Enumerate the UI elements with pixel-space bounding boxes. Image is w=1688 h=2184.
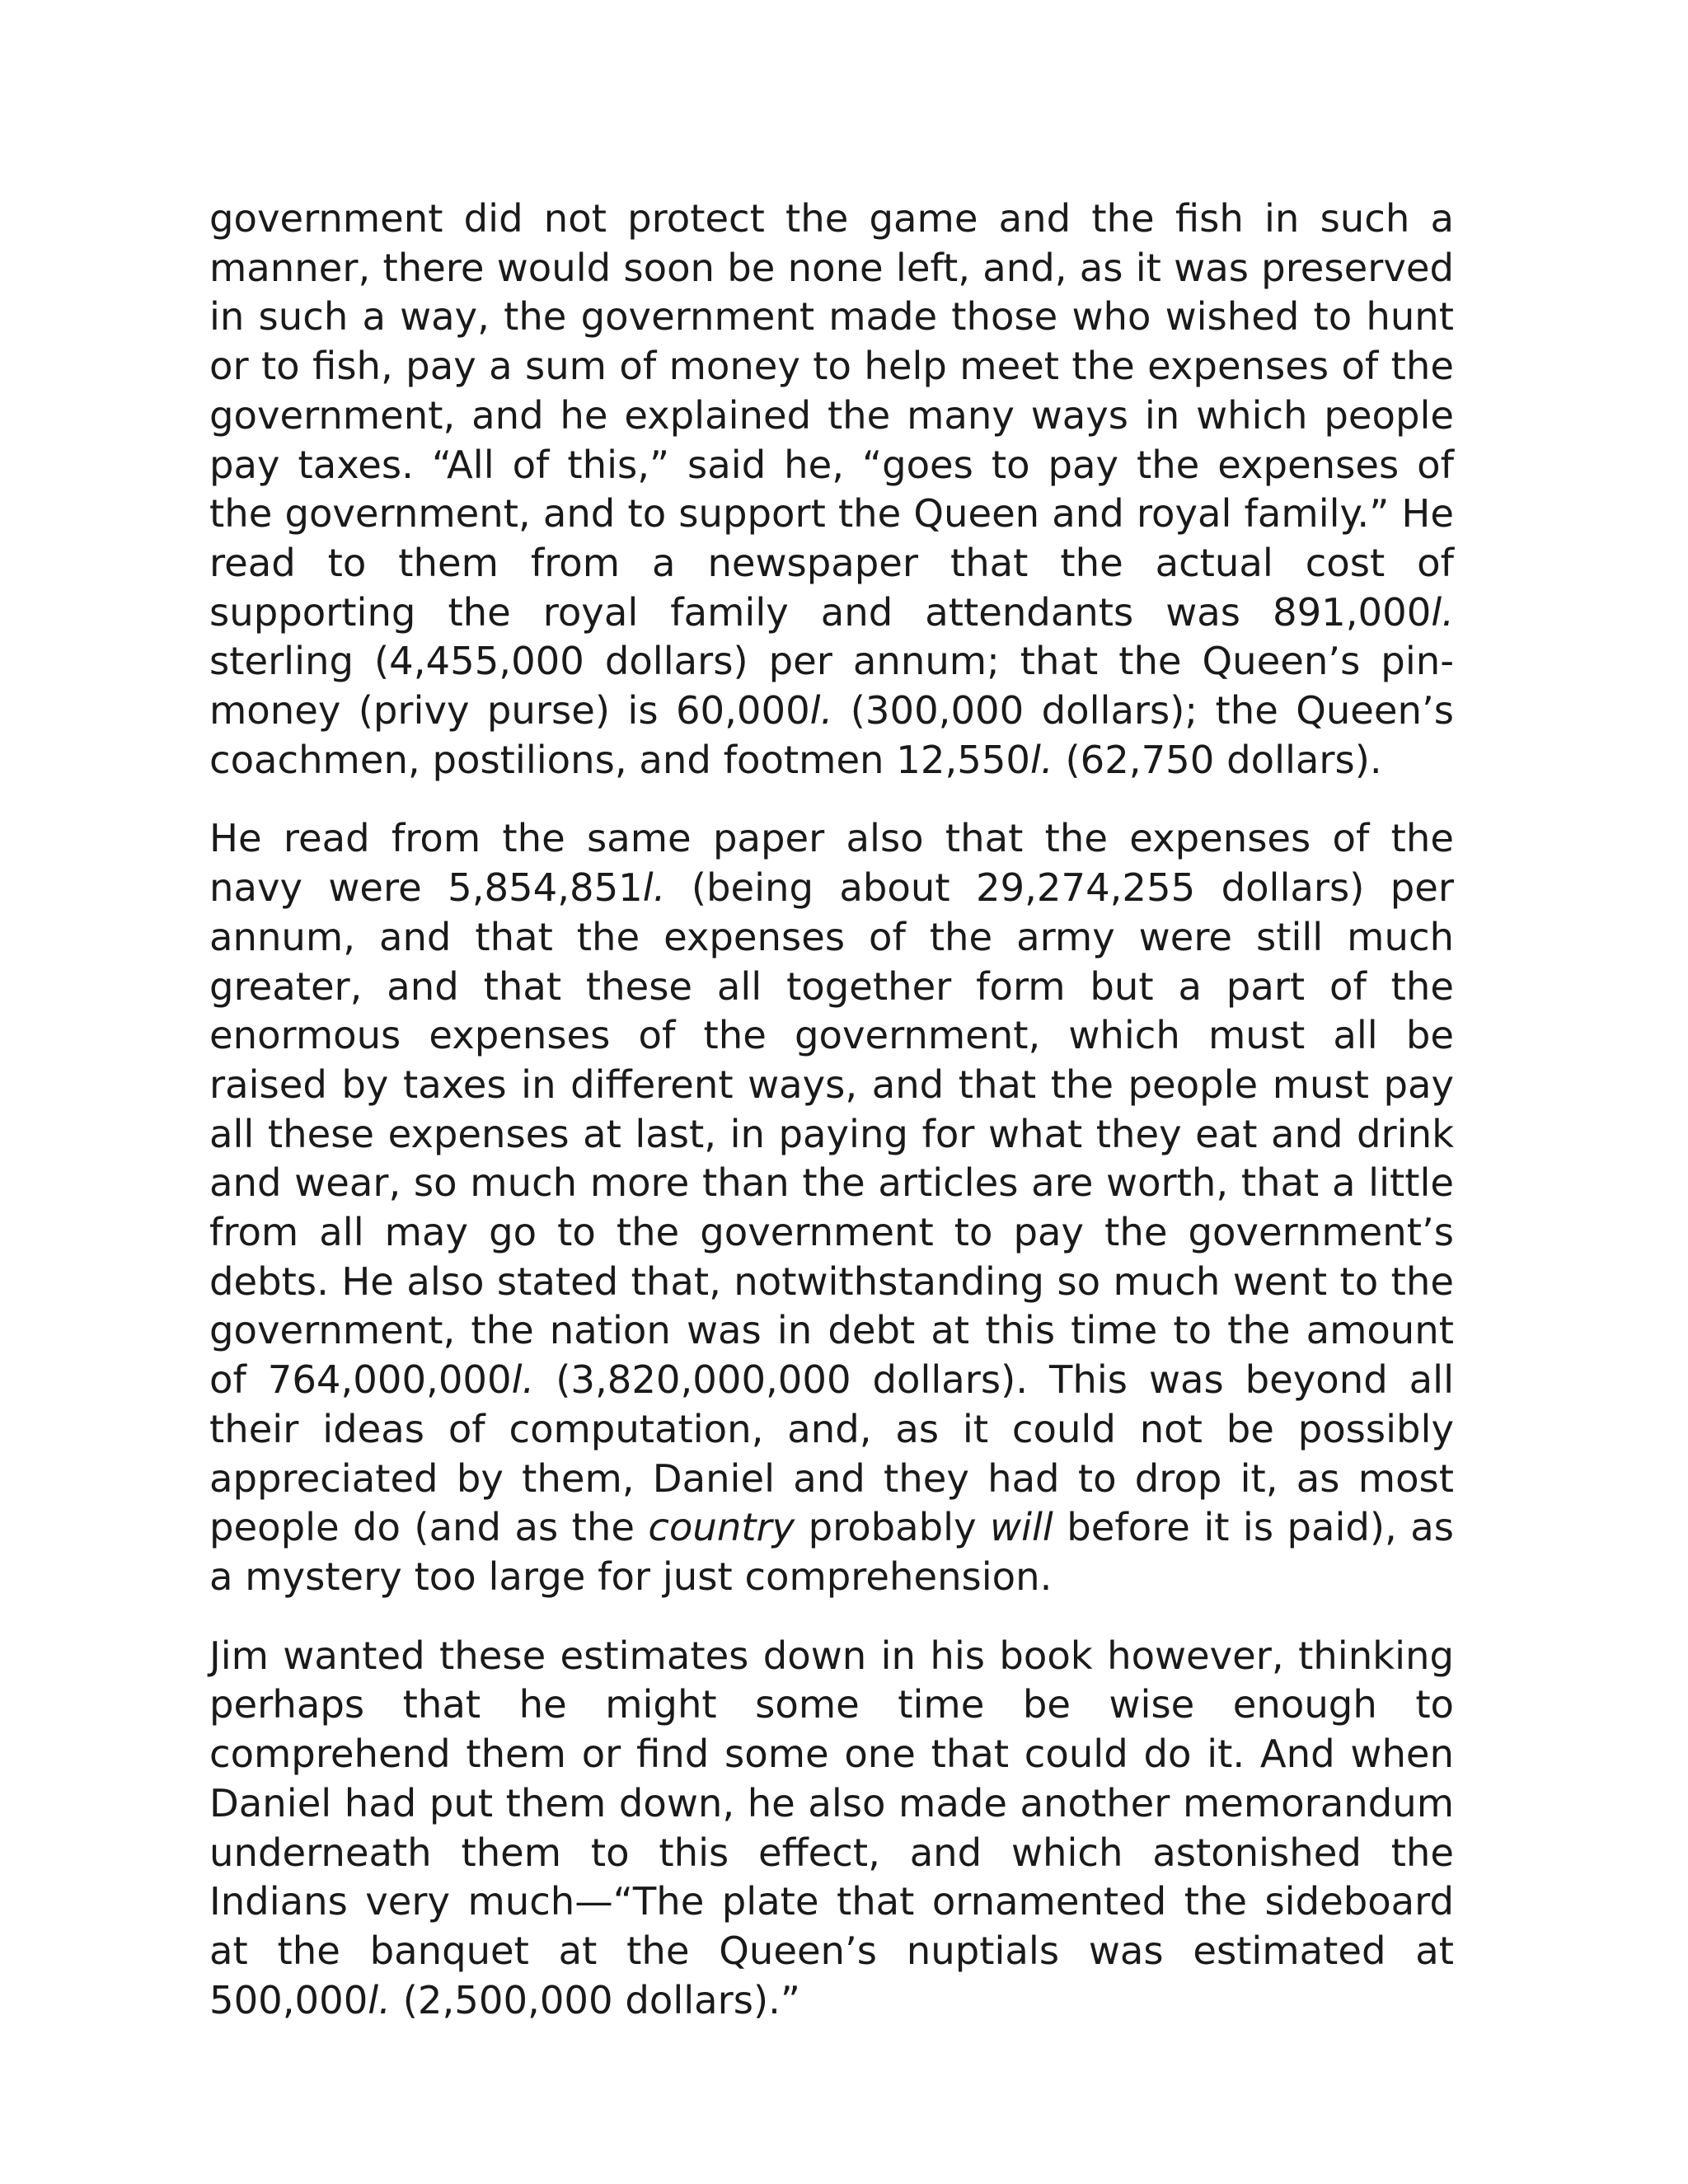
italic-run: l. [642,865,666,911]
text-run: before it is paid), as a mystery too large for just comprehension. [209,1505,1454,1599]
text-run: (being about 29,274,255 dollars) per annum, and that the expenses of the army were still much greater, and that these all together form but a part of the enormous expenses of the government, which must all be raised by taxes in different ways, and that the people must pay all these expenses at last, in paying for what they eat and drink and wear, so much more than the articles are worth, that a little from all may go to the government to pay the government’s debts. He also stated that, notwithstanding so much went to the government, the nation was in debt at this time to the amount of 764,000,000 [209,865,1454,1403]
text-run: He read from the same paper also that the expenses of the navy were 5,854,851 [209,816,1454,911]
text-run: (300,000 dollars); the Queen’s coachmen, postilions, and footmen 12,550 [209,688,1454,782]
italic-run: l. [368,1977,391,2022]
text-run: sterling (4,455,000 dollars) per annum; that the Queen’s pin-money (privy purse) is 60,000 [209,639,1454,733]
text-run: government did not protect the game and the fish in such a manner, there would soon be none left, and, as it was preserved in such a way, the government made those who wished to hunt or to fish, pay a sum of money to help meet the expenses of the government, and he explained the many ways in which people pay taxes. “All of this,” said he, “goes to pay the expenses of the government, and to support the Queen and royal family.” He read to them from a newspaper that the actual cost of supporting the royal family and attendants was 891,000 [209,196,1454,635]
italic-run: will [990,1505,1053,1550]
italic-run: l. [809,688,833,733]
italic-run: l. [1030,737,1053,782]
italic-run: l. [511,1357,535,1403]
paragraph [209,194,1454,785]
text-run: (3,820,000,000 dollars). This was beyond all their ideas of computation, and, as it could not be possibly appreciated by them, Daniel and they had to drop it, as most people do (and as the [209,1357,1454,1550]
page-body [209,194,1454,2025]
paragraph [209,1632,1454,2026]
paragraph [209,814,1454,1601]
italic-run: country [648,1505,795,1550]
text-run: (2,500,000 dollars).” [391,1977,801,2022]
text-run: (62,750 dollars). [1053,737,1382,782]
text-run: probably [795,1505,991,1550]
text-run: Jim wanted these estimates down in his book however, thinking perhaps that he might some time be wise enough to comprehend them or find some one that could do it. And when Daniel had put them down, he also made another memorandum underneath them to this effect, and which astonished the Indians very much—“The plate that ornamented the sideboard at the banquet at the Queen’s nuptials was estimated at 500,000 [209,1633,1454,2022]
italic-run: l. [1431,589,1454,635]
